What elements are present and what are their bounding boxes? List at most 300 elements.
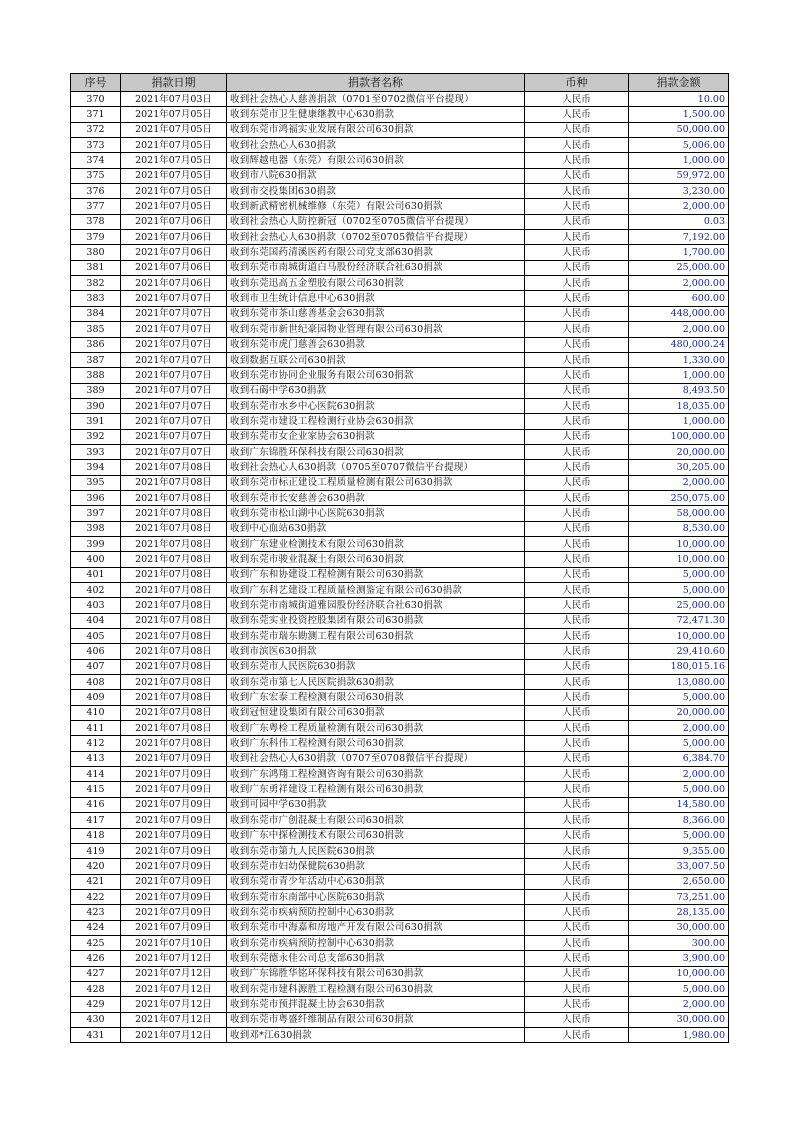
cell-no: 381 [71, 260, 121, 275]
cell-no: 416 [71, 797, 121, 812]
table-row [71, 306, 729, 321]
cell-donor-name: 收到社会热心人630捐款（0702至0705微信平台提现） [227, 230, 525, 245]
cell-no: 378 [71, 214, 121, 229]
table-row [71, 767, 729, 782]
cell-donor-name: 收到邓*江630捐款 [227, 1027, 525, 1042]
cell-donor-name: 收到广东科艺建设工程质量检测鉴定有限公司630捐款 [227, 583, 525, 598]
cell-currency: 人民币 [525, 92, 629, 107]
cell-donor-name: 收到广东宏泰工程检测有限公司630捐款 [227, 690, 525, 705]
cell-donor-name: 收到辉越电器（东莞）有限公司630捐款 [227, 153, 525, 168]
cell-currency: 人民币 [525, 153, 629, 168]
cell-amount: 9,355.00 [629, 843, 729, 858]
cell-donor-name: 收到广东鸿翔工程检测咨询有限公司630捐款 [227, 767, 525, 782]
cell-donor-name: 收到可园中学630捐款 [227, 797, 525, 812]
cell-amount: 1,000.00 [629, 368, 729, 383]
cell-donor-name: 收到广东勇祥建设工程检测有限公司630捐款 [227, 782, 525, 797]
cell-date: 2021年07月09日 [121, 813, 227, 828]
cell-date: 2021年07月08日 [121, 598, 227, 613]
cell-amount: 33,007.50 [629, 859, 729, 874]
table-row [71, 184, 729, 199]
cell-no: 393 [71, 444, 121, 459]
cell-amount: 10,000.00 [629, 552, 729, 567]
cell-no: 389 [71, 383, 121, 398]
table-row [71, 276, 729, 291]
cell-currency: 人民币 [525, 230, 629, 245]
cell-date: 2021年07月05日 [121, 168, 227, 183]
cell-amount: 2,000.00 [629, 276, 729, 291]
cell-currency: 人民币 [525, 552, 629, 567]
cell-currency: 人民币 [525, 935, 629, 950]
cell-donor-name: 收到广东科伟工程检测有限公司630捐款 [227, 736, 525, 751]
cell-amount: 1,330.00 [629, 352, 729, 367]
cell-amount: 59,972.00 [629, 168, 729, 183]
cell-no: 373 [71, 138, 121, 153]
cell-currency: 人民币 [525, 107, 629, 122]
cell-amount: 2,000.00 [629, 322, 729, 337]
cell-no: 388 [71, 368, 121, 383]
cell-no: 372 [71, 122, 121, 137]
table-row [71, 966, 729, 981]
cell-donor-name: 收到东莞市鸿福实业发展有限公司630捐款 [227, 122, 525, 137]
cell-amount: 10.00 [629, 92, 729, 107]
table-row [71, 751, 729, 766]
cell-currency: 人民币 [525, 276, 629, 291]
cell-donor-name: 收到东莞市预拌混凝土协会630捐款 [227, 997, 525, 1012]
cell-amount: 10,000.00 [629, 629, 729, 644]
cell-donor-name: 收到东莞市女企业家协会630捐款 [227, 429, 525, 444]
table-row [71, 138, 729, 153]
cell-currency: 人民币 [525, 1027, 629, 1042]
cell-no: 390 [71, 398, 121, 413]
cell-amount: 1,700.00 [629, 245, 729, 260]
cell-donor-name: 收到东莞市建设工程检测行业协会630捐款 [227, 414, 525, 429]
cell-amount: 180,015.16 [629, 659, 729, 674]
table-row [71, 475, 729, 490]
cell-date: 2021年07月08日 [121, 583, 227, 598]
table-row [71, 153, 729, 168]
cell-date: 2021年07月09日 [121, 905, 227, 920]
cell-donor-name: 收到东莞市协同企业服务有限公司630捐款 [227, 368, 525, 383]
cell-no: 408 [71, 675, 121, 690]
cell-donor-name: 收到东莞市建科源胜工程检测有限公司630捐款 [227, 981, 525, 996]
cell-currency: 人民币 [525, 306, 629, 321]
cell-date: 2021年07月06日 [121, 230, 227, 245]
cell-currency: 人民币 [525, 951, 629, 966]
cell-no: 418 [71, 828, 121, 843]
cell-date: 2021年07月08日 [121, 644, 227, 659]
cell-amount: 8,366.00 [629, 813, 729, 828]
cell-date: 2021年07月09日 [121, 920, 227, 935]
cell-date: 2021年07月05日 [121, 138, 227, 153]
cell-donor-name: 收到广东和协建设工程检测有限公司630捐款 [227, 567, 525, 582]
cell-donor-name: 收到市交投集团630捐款 [227, 184, 525, 199]
cell-no: 407 [71, 659, 121, 674]
cell-currency: 人民币 [525, 874, 629, 889]
cell-no: 383 [71, 291, 121, 306]
cell-amount: 18,035.00 [629, 398, 729, 413]
cell-amount: 73,251.00 [629, 889, 729, 904]
cell-no: 424 [71, 920, 121, 935]
table-row [71, 997, 729, 1012]
cell-amount: 5,000.00 [629, 981, 729, 996]
cell-amount: 30,000.00 [629, 920, 729, 935]
cell-currency: 人民币 [525, 659, 629, 674]
cell-donor-name: 收到广东粤检工程质量检测有限公司630捐款 [227, 721, 525, 736]
cell-currency: 人民币 [525, 905, 629, 920]
cell-date: 2021年07月07日 [121, 368, 227, 383]
table-row [71, 337, 729, 352]
cell-amount: 50,000.00 [629, 122, 729, 137]
cell-currency: 人民币 [525, 521, 629, 536]
cell-date: 2021年07月08日 [121, 721, 227, 736]
table-row [71, 444, 729, 459]
cell-date: 2021年07月09日 [121, 767, 227, 782]
table-row [71, 552, 729, 567]
cell-amount: 30,000.00 [629, 1012, 729, 1027]
cell-currency: 人民币 [525, 751, 629, 766]
table-row [71, 828, 729, 843]
table-row [71, 690, 729, 705]
cell-date: 2021年07月08日 [121, 613, 227, 628]
cell-amount: 5,000.00 [629, 782, 729, 797]
cell-date: 2021年07月12日 [121, 981, 227, 996]
cell-no: 423 [71, 905, 121, 920]
cell-donor-name: 收到东莞市人民医院630捐款 [227, 659, 525, 674]
cell-currency: 人民币 [525, 291, 629, 306]
table-row [71, 322, 729, 337]
cell-donor-name: 收到市八院630捐款 [227, 168, 525, 183]
cell-no: 400 [71, 552, 121, 567]
table-row [71, 567, 729, 582]
cell-donor-name: 收到社会热心人630捐款（0705至0707微信平台提现） [227, 460, 525, 475]
cell-no: 387 [71, 352, 121, 367]
cell-currency: 人民币 [525, 690, 629, 705]
cell-donor-name: 收到东莞市骏业混凝土有限公司630捐款 [227, 552, 525, 567]
cell-no: 395 [71, 475, 121, 490]
cell-no: 429 [71, 997, 121, 1012]
cell-no: 430 [71, 1012, 121, 1027]
table-row [71, 644, 729, 659]
cell-amount: 10,000.00 [629, 966, 729, 981]
cell-date: 2021年07月08日 [121, 490, 227, 505]
cell-currency: 人民币 [525, 644, 629, 659]
cell-currency: 人民币 [525, 767, 629, 782]
cell-donor-name: 收到社会热心人630捐款（0707至0708微信平台提现） [227, 751, 525, 766]
cell-amount: 1,000.00 [629, 414, 729, 429]
header-no: 序号 [71, 74, 121, 92]
cell-amount: 5,000.00 [629, 567, 729, 582]
table-row [71, 92, 729, 107]
table-row [71, 291, 729, 306]
cell-donor-name: 收到中心血站630捐款 [227, 521, 525, 536]
cell-amount: 20,000.00 [629, 444, 729, 459]
cell-donor-name: 收到东莞市松山湖中心医院630捐款 [227, 506, 525, 521]
cell-date: 2021年07月12日 [121, 997, 227, 1012]
cell-donor-name: 收到东莞市妇幼保健院630捐款 [227, 859, 525, 874]
table-row [71, 981, 729, 996]
cell-amount: 29,410.60 [629, 644, 729, 659]
cell-donor-name: 收到新武精密机械维修（东莞）有限公司630捐款 [227, 199, 525, 214]
cell-currency: 人民币 [525, 337, 629, 352]
cell-donor-name: 收到社会热心人630捐款 [227, 138, 525, 153]
cell-amount: 2,000.00 [629, 997, 729, 1012]
cell-currency: 人民币 [525, 966, 629, 981]
table-row [71, 629, 729, 644]
table-row [71, 920, 729, 935]
cell-date: 2021年07月08日 [121, 521, 227, 536]
cell-donor-name: 收到东莞市新世纪豪园物业管理有限公司630捐款 [227, 322, 525, 337]
cell-donor-name: 收到东莞迅高五金塑胶有限公司630捐款 [227, 276, 525, 291]
cell-donor-name: 收到东莞市瑞东勘测工程有限公司630捐款 [227, 629, 525, 644]
cell-date: 2021年07月08日 [121, 736, 227, 751]
table-row [71, 214, 729, 229]
cell-date: 2021年07月06日 [121, 245, 227, 260]
cell-date: 2021年07月05日 [121, 153, 227, 168]
cell-amount: 3,900.00 [629, 951, 729, 966]
table-row [71, 1012, 729, 1027]
table-row [71, 797, 729, 812]
cell-currency: 人民币 [525, 721, 629, 736]
table-row [71, 782, 729, 797]
cell-currency: 人民币 [525, 843, 629, 858]
cell-no: 374 [71, 153, 121, 168]
cell-no: 426 [71, 951, 121, 966]
cell-date: 2021年07月08日 [121, 705, 227, 720]
cell-no: 398 [71, 521, 121, 536]
cell-date: 2021年07月12日 [121, 951, 227, 966]
cell-no: 419 [71, 843, 121, 858]
cell-donor-name: 收到广东锦胜华铭环保科技有限公司630捐款 [227, 966, 525, 981]
cell-no: 427 [71, 966, 121, 981]
table-header-row [71, 74, 729, 92]
cell-date: 2021年07月08日 [121, 675, 227, 690]
cell-currency: 人民币 [525, 675, 629, 690]
cell-no: 371 [71, 107, 121, 122]
header-date: 捐款日期 [121, 74, 227, 92]
table-row [71, 383, 729, 398]
table-row [71, 889, 729, 904]
cell-amount: 2,000.00 [629, 199, 729, 214]
cell-amount: 1,000.00 [629, 153, 729, 168]
table-row [71, 230, 729, 245]
cell-no: 382 [71, 276, 121, 291]
cell-currency: 人民币 [525, 398, 629, 413]
cell-date: 2021年07月08日 [121, 552, 227, 567]
cell-currency: 人民币 [525, 567, 629, 582]
cell-no: 406 [71, 644, 121, 659]
cell-no: 379 [71, 230, 121, 245]
header-name: 捐款者名称 [227, 74, 525, 92]
cell-no: 409 [71, 690, 121, 705]
table-row [71, 352, 729, 367]
cell-date: 2021年07月05日 [121, 199, 227, 214]
cell-date: 2021年07月12日 [121, 966, 227, 981]
cell-date: 2021年07月05日 [121, 184, 227, 199]
cell-donor-name: 收到东莞市中海嘉和房地产开发有限公司630捐款 [227, 920, 525, 935]
cell-amount: 5,000.00 [629, 736, 729, 751]
cell-amount: 250,075.00 [629, 490, 729, 505]
cell-no: 403 [71, 598, 121, 613]
cell-date: 2021年07月07日 [121, 398, 227, 413]
cell-amount: 100,000.00 [629, 429, 729, 444]
table-row [71, 1027, 729, 1042]
cell-date: 2021年07月09日 [121, 797, 227, 812]
cell-donor-name: 收到东莞实业投资控股集团有限公司630捐款 [227, 613, 525, 628]
cell-currency: 人民币 [525, 184, 629, 199]
table-row [71, 905, 729, 920]
cell-donor-name: 收到市卫生统计信息中心630捐款 [227, 291, 525, 306]
cell-no: 386 [71, 337, 121, 352]
cell-currency: 人民币 [525, 1012, 629, 1027]
cell-donor-name: 收到东莞市青少年活动中心630捐款 [227, 874, 525, 889]
cell-donor-name: 收到社会热心人慈善捐款（0701至0702微信平台提现） [227, 92, 525, 107]
table-row [71, 168, 729, 183]
cell-date: 2021年07月09日 [121, 874, 227, 889]
cell-no: 404 [71, 613, 121, 628]
cell-date: 2021年07月07日 [121, 383, 227, 398]
cell-amount: 72,471.30 [629, 613, 729, 628]
cell-date: 2021年07月07日 [121, 429, 227, 444]
cell-amount: 14,580.00 [629, 797, 729, 812]
cell-currency: 人民币 [525, 245, 629, 260]
cell-currency: 人民币 [525, 199, 629, 214]
cell-currency: 人民币 [525, 444, 629, 459]
cell-donor-name: 收到东莞市标正建设工程质量检测有限公司630捐款 [227, 475, 525, 490]
cell-date: 2021年07月09日 [121, 889, 227, 904]
cell-date: 2021年07月07日 [121, 322, 227, 337]
cell-amount: 10,000.00 [629, 536, 729, 551]
cell-date: 2021年07月07日 [121, 337, 227, 352]
table-row [71, 521, 729, 536]
table-body [71, 92, 729, 1043]
cell-date: 2021年07月10日 [121, 935, 227, 950]
cell-amount: 2,650.00 [629, 874, 729, 889]
table-row [71, 536, 729, 551]
cell-date: 2021年07月09日 [121, 859, 227, 874]
cell-no: 417 [71, 813, 121, 828]
cell-donor-name: 收到东莞市南城街道雅园股份经济联合社630捐款 [227, 598, 525, 613]
cell-date: 2021年07月09日 [121, 843, 227, 858]
cell-currency: 人民币 [525, 598, 629, 613]
cell-currency: 人民币 [525, 168, 629, 183]
cell-donor-name: 收到东莞国药清溪医药有限公司党支部630捐款 [227, 245, 525, 260]
cell-date: 2021年07月06日 [121, 260, 227, 275]
cell-donor-name: 收到广东锦胜环保科技有限公司630捐款 [227, 444, 525, 459]
cell-no: 370 [71, 92, 121, 107]
cell-no: 425 [71, 935, 121, 950]
cell-donor-name: 收到东莞市粤盛纤维制品有限公司630捐款 [227, 1012, 525, 1027]
table-row [71, 659, 729, 674]
table-row [71, 843, 729, 858]
table-row [71, 460, 729, 475]
cell-amount: 20,000.00 [629, 705, 729, 720]
cell-donor-name: 收到广东建业检测技术有限公司630捐款 [227, 536, 525, 551]
cell-date: 2021年07月08日 [121, 536, 227, 551]
cell-date: 2021年07月08日 [121, 659, 227, 674]
cell-no: 402 [71, 583, 121, 598]
cell-no: 412 [71, 736, 121, 751]
cell-date: 2021年07月12日 [121, 1012, 227, 1027]
cell-donor-name: 收到东莞市卫生健康继教中心630捐款 [227, 107, 525, 122]
header-currency: 币种 [525, 74, 629, 92]
cell-date: 2021年07月07日 [121, 352, 227, 367]
cell-amount: 5,000.00 [629, 583, 729, 598]
cell-no: 399 [71, 536, 121, 551]
cell-currency: 人民币 [525, 920, 629, 935]
cell-currency: 人民币 [525, 797, 629, 812]
cell-date: 2021年07月09日 [121, 751, 227, 766]
cell-date: 2021年07月09日 [121, 782, 227, 797]
table-row [71, 107, 729, 122]
table-row [71, 951, 729, 966]
cell-date: 2021年07月08日 [121, 690, 227, 705]
header-amount: 捐款金额 [629, 74, 729, 92]
cell-donor-name: 收到东莞市疾病预防控制中心630捐款 [227, 905, 525, 920]
cell-currency: 人民币 [525, 536, 629, 551]
cell-currency: 人民币 [525, 122, 629, 137]
cell-date: 2021年07月05日 [121, 122, 227, 137]
cell-donor-name: 收到东莞市茶山慈善基金会630捐款 [227, 306, 525, 321]
cell-currency: 人民币 [525, 613, 629, 628]
cell-amount: 2,000.00 [629, 475, 729, 490]
table-row [71, 675, 729, 690]
table-row [71, 245, 729, 260]
cell-no: 411 [71, 721, 121, 736]
table-row [71, 414, 729, 429]
cell-date: 2021年07月03日 [121, 92, 227, 107]
cell-currency: 人民币 [525, 981, 629, 996]
cell-no: 410 [71, 705, 121, 720]
donation-table [70, 73, 729, 1043]
cell-amount: 2,000.00 [629, 767, 729, 782]
table-row [71, 935, 729, 950]
cell-amount: 2,000.00 [629, 721, 729, 736]
cell-donor-name: 收到东莞市水乡中心医院630捐款 [227, 398, 525, 413]
cell-amount: 1,980.00 [629, 1027, 729, 1042]
cell-no: 384 [71, 306, 121, 321]
cell-donor-name: 收到东莞德永佳公司总支部630捐款 [227, 951, 525, 966]
cell-date: 2021年07月07日 [121, 444, 227, 459]
cell-donor-name: 收到广东中探检测技术有限公司630捐款 [227, 828, 525, 843]
cell-date: 2021年07月07日 [121, 291, 227, 306]
cell-currency: 人民币 [525, 414, 629, 429]
cell-no: 422 [71, 889, 121, 904]
cell-no: 431 [71, 1027, 121, 1042]
table-row [71, 859, 729, 874]
cell-no: 413 [71, 751, 121, 766]
table-row [71, 721, 729, 736]
cell-no: 428 [71, 981, 121, 996]
cell-donor-name: 收到东莞市第九人民医院630捐款 [227, 843, 525, 858]
cell-date: 2021年07月08日 [121, 567, 227, 582]
cell-donor-name: 收到冠恒建设集团有限公司630捐款 [227, 705, 525, 720]
cell-donor-name: 收到石碣中学630捐款 [227, 383, 525, 398]
cell-amount: 300.00 [629, 935, 729, 950]
cell-currency: 人民币 [525, 828, 629, 843]
cell-donor-name: 收到市滨医630捐款 [227, 644, 525, 659]
cell-currency: 人民币 [525, 813, 629, 828]
cell-no: 385 [71, 322, 121, 337]
cell-amount: 30,205.00 [629, 460, 729, 475]
cell-currency: 人民币 [525, 506, 629, 521]
cell-currency: 人民币 [525, 782, 629, 797]
cell-currency: 人民币 [525, 460, 629, 475]
cell-amount: 25,000.00 [629, 260, 729, 275]
cell-date: 2021年07月08日 [121, 475, 227, 490]
table-row [71, 813, 729, 828]
table-row [71, 506, 729, 521]
cell-no: 377 [71, 199, 121, 214]
